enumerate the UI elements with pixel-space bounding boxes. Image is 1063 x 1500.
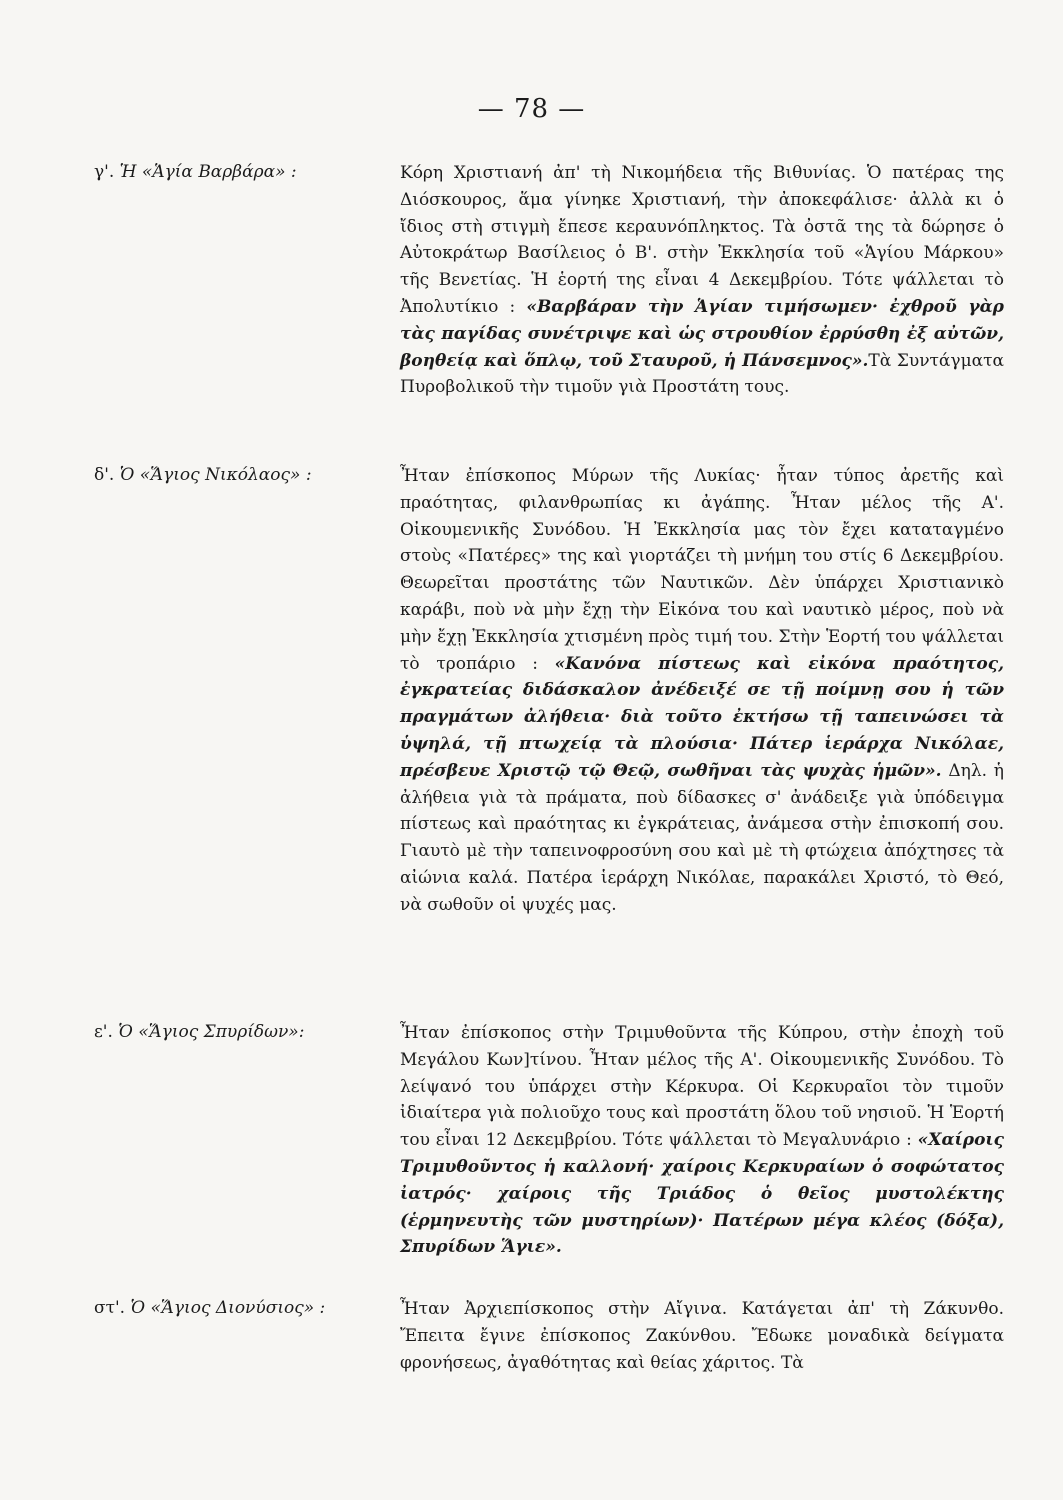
entry-heading [94, 160, 297, 184]
entry-number: γ'. [94, 162, 115, 182]
entry-number: στ'. [94, 1298, 126, 1318]
entry-number: ε'. [94, 1022, 113, 1042]
entry-after: Δηλ. ἡ ἀλήθεια γιὰ τὰ πράματα, ποὺ δίδασκες σ' ἀνάδειξε γιὰ ὑπόδειγμα πίστεως καὶ πραότητας κι ἐγκράτειας, ἀνάμεσα στὴν ἐπισκοπή σου. Γιαυτὸ μὲ τὴν ταπεινοφροσύνη σου καὶ μὲ τὴ φτώχεια ἀπόχτησες τὰ αἰώνια καλά. Πατέρα ἱεράρχη Νικόλαε, παρακάλει Χριστό, τὸ Θεό, νὰ σωθοῦν οἱ ψυχές μας. [400, 760, 1004, 915]
entry-title: Ὁ «Ἅγιος Διονύσιος» : [130, 1298, 326, 1318]
entry-heading [94, 463, 312, 487]
entry-body [400, 160, 1004, 401]
entry-after: Τὰ Συντάγματα Πυροβολικοῦ τὴν τιμοῦν γιὰ Προστάτη τους. [400, 350, 1004, 398]
entry-title: Ὁ «Ἅγιος Σπυρίδων»: [118, 1022, 305, 1042]
entry-body [400, 1020, 1004, 1261]
entry-heading [94, 1296, 325, 1320]
entry-body [400, 1296, 1004, 1376]
entry-number: δ'. [94, 465, 115, 485]
entry-body [400, 463, 1004, 919]
entry-heading [94, 1020, 304, 1044]
entry-text: Ἦταν ἐπίσκοπος στὴν Τριμυθοῦντα τῆς Κύπρου, στὴν ἐποχὴ τοῦ Μεγάλου Κων]τίνου. Ἦταν μέλος τῆς Α'. Οἰκουμενικῆς Συνόδου. Τὸ λείψανό του ὑπάρχει στὴν Κέρκυρα. Οἱ Κερκυραῖοι τὸν τιμοῦν ἰδιαίτερα γιὰ πολιοῦχο τους καὶ προστάτη ὅλου τοῦ νησιοῦ. Ἡ Ἑορτή του εἶναι 12 Δεκεμβρίου. Τότε ψάλλεται τὸ Μεγαλυνάριο : [400, 1023, 1004, 1151]
hymn-text: «Χαίροις Τριμυθοῦντος ἡ καλλονή· χαίροις Κερκυραίων ὁ σοφώτατος ἰατρός· χαίροις τῆς Τριάδος ὁ θεῖος μυστολέκτης (ἑρμηνευτὴς τῶν μυστηρίων)· Πατέρων μέγα κλέος (δόξα), Σπυρίδων Ἅγιε». [400, 1130, 1005, 1258]
page-number: — 78 — [477, 94, 586, 124]
entry-text: Κόρη Χριστιανή ἀπ' τὴ Νικομήδεια τῆς Βιθυνίας. Ὁ πατέρας της Διόσκουρος, ἅμα γίνηκε Χριστιανή, τὴν ἀποκεφάλισε· ἀλλὰ κι ὁ ἴδιος στὴ στιγμὴ ἔπεσε κεραυνόπληκτος. Τὰ ὀστᾶ της τὰ δώρησε ὁ Αὐτοκράτωρ Βασίλειος ὁ Β'. στὴν Ἐκκλησία τοῦ «Ἁγίου Μάρκου» τῆς Βενετίας. Ἡ ἑορτή της εἶναι 4 Δεκεμβρίου. Τότε ψάλλεται τὸ Ἀπολυτίκιο : [400, 163, 1004, 317]
hymn-text: «Βαρβάραν τὴν Ἁγίαν τιμήσωμεν· ἐχθροῦ γὰρ τὰς παγίδας συνέτριψε καὶ ὡς στρουθίον ἐρρύσθη ἐξ αὐτῶν, βοηθείᾳ καὶ ὅπλῳ, τοῦ Σταυροῦ, ἡ Πάνσεμνος». [400, 296, 1004, 371]
hymn-text: «Κανόνα πίστεως καὶ εἰκόνα πραότητος, ἐγκρατείας διδάσκαλον ἀνέδειξέ σε τῇ ποίμνῃ σου ἡ τῶν πραγμάτων ἀλήθεια· διὰ τοῦτο ἐκτήσω τῇ ταπεινώσει τὰ ὑψηλά, τῇ πτωχείᾳ τὰ πλούσια· Πάτερ ἱεράρχα Νικόλαε, πρέσβευε Χριστῷ τῷ Θεῷ, σωθῆναι τὰς ψυχὰς ἡμῶν». [400, 653, 1004, 781]
entry-title: Ἡ «Ἁγία Βαρβάρα» : [119, 162, 297, 182]
entry-text: Ἦταν Ἀρχιεπίσκοπος στὴν Αἴγινα. Κατάγεται ἀπ' τὴ Ζάκυνθο. Ἔπειτα ἔγινε ἐπίσκοπος Ζακύνθου. Ἔδωκε μοναδικὰ δείγματα φρονήσεως, ἀγαθότητας καὶ θείας χάριτος. Τὰ [400, 1299, 1004, 1373]
entry-title: Ὁ «Ἅγιος Νικόλαος» : [119, 465, 312, 485]
entry-text: Ἦταν ἐπίσκοπος Μύρων τῆς Λυκίας· ἦταν τύπος ἀρετῆς καὶ πραότητας, φιλανθρωπίας κι ἀγάπης. Ἦταν μέλος τῆς Α'. Οἰκουμενικῆς Συνόδου. Ἡ Ἐκκλησία μας τὸν ἔχει καταταγμένο στοὺς «Πατέρες» της καὶ γιορτάζει τὴ μνήμη του στίς 6 Δεκεμβρίου. Θεωρεῖται προστάτης τῶν Ναυτικῶν. Δὲν ὑπάρχει Χριστιανικὸ καράβι, ποὺ νὰ μὴν ἔχῃ τὴν Εἰκόνα του καὶ ναυτικὸ μέρος, ποὺ νὰ μὴν ἔχῃ Ἐκκλησία χτισμένη πρὸς τιμή του. Στὴν Ἑορτή του ψάλλεται τὸ τροπάριο : [400, 466, 1004, 674]
